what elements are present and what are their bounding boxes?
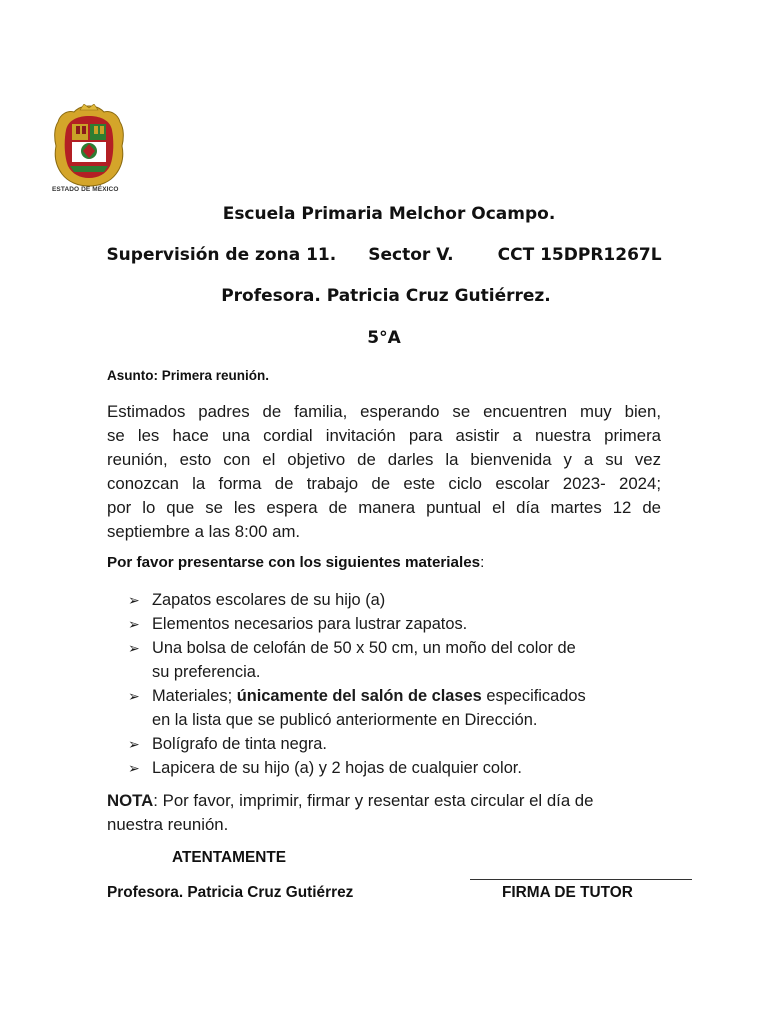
supervision-zone: Supervisión de zona 11. [106,245,337,265]
school-name: Escuela Primaria Melchor Ocampo. [222,204,556,224]
list-item-text: Una bolsa de celofán de 50 x 50 cm, un moño del color de [152,639,576,657]
supervision-line [0,245,768,265]
arrowhead-bullet-icon: ➢ [128,736,140,752]
materials-heading [107,554,484,571]
subject-line: Asunto: Primera reunión. [107,368,270,383]
arrowhead-bullet-icon: ➢ [128,616,140,632]
note-line [107,789,663,813]
intro-line: se les hace una cordial invitación para asistir a nuestra primera [107,426,661,445]
intro-line: por lo que se les espera de manera puntual el día martes 12 de [107,498,661,517]
list-item-text: Bolígrafo de tinta negra. [152,735,327,753]
grade: 5°A [367,328,401,348]
list-item-emphasis: únicamente del salón de clases [236,687,482,705]
signature-line [470,879,692,880]
list-item-text: Materiales; [152,687,237,705]
intro-line: septiembre a las 8:00 am. [107,522,301,541]
materials-list [128,588,668,780]
list-item [128,732,668,756]
materials-heading-text: Por favor presentarse con los siguientes materiales [107,554,481,571]
intro-line: reunión, esto con el objetivo de darles la bienvenida y a su vez [107,450,661,469]
intro-line: Estimados padres de familia, esperando se encuentren muy bien, [107,402,661,421]
arrowhead-bullet-icon: ➢ [128,688,140,704]
estado-de-mexico-coat-of-arms-icon [52,104,126,198]
list-item-text: Elementos necesarios para lustrar zapatos. [152,615,468,633]
list-item-text: Lapicera de su hijo (a) y 2 hojas de cualquier color. [152,759,522,777]
intro-paragraph [107,400,661,544]
cct-code: CCT 15DPR1267L [497,245,662,265]
list-item [128,684,668,732]
closing-atentamente: ATENTAMENTE [172,849,286,866]
list-item-continuation: su preferencia. [152,663,261,681]
list-item-text: Zapatos escolares de su hijo (a) [152,591,386,609]
list-item-text: especificados [481,687,586,705]
arrowhead-bullet-icon: ➢ [128,592,140,608]
list-item [128,612,668,636]
intro-line: conozcan la forma de trabajo de este ciclo escolar 2023- 2024; [107,474,661,493]
note-line: nuestra reunión. [107,815,229,834]
note-paragraph [107,789,663,837]
tutor-signature-label: FIRMA DE TUTOR [502,884,633,901]
note-label: NOTA [107,791,154,810]
arrowhead-bullet-icon: ➢ [128,760,140,776]
arrowhead-bullet-icon: ➢ [128,640,140,656]
materials-heading-colon: : [480,554,485,571]
list-item [128,636,668,684]
sector: Sector V. [368,245,454,265]
list-item [128,756,668,780]
signer-name: Profesora. Patricia Cruz Gutiérrez [107,884,354,901]
list-item-continuation: en la lista que se publicó anteriormente en Dirección. [152,711,538,729]
emblem-caption: ESTADO DE MÉXICO [52,186,119,193]
note-text: : Por favor, imprimir, firmar y resentar esta circular el día de [153,791,594,810]
list-item [128,588,668,612]
teacher-name: Profesora. Patricia Cruz Gutiérrez. [221,286,551,306]
